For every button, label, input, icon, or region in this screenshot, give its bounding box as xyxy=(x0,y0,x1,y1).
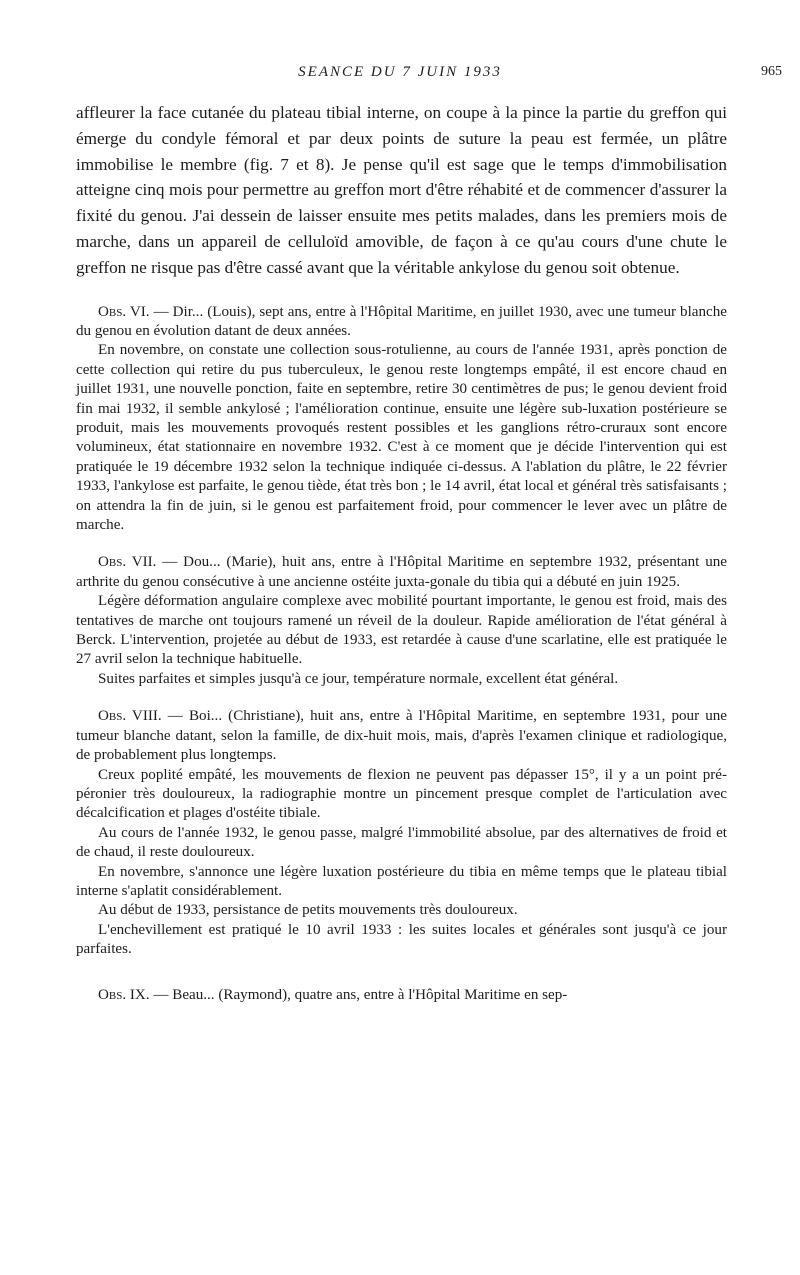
observation-lead xyxy=(76,553,727,592)
observation-7 xyxy=(76,553,727,689)
observation-9 xyxy=(76,986,727,1005)
observation-paragraph: Au début de 1933, persistance de petits mouvements très douloureux. xyxy=(98,902,518,919)
body-text xyxy=(76,100,727,1023)
observation-label: Obs. VI. xyxy=(98,303,150,320)
running-header xyxy=(0,62,800,86)
observation-lead-text: — Dir... (Louis), sept ans, entre à l'Hôpital Maritime, en juillet 1930, avec une tumeur blanche du genou en évolution datant de deux années. xyxy=(76,303,727,339)
observation-paragraph: Creux poplité empâté, les mouvements de flexion ne peuvent pas dépasser 15°, il y a un point pré-péronier très douloureux, la radiographie montre un pincement presque complet de l'articulation avec décalcification et plages d'ostéite tibiale. xyxy=(76,766,727,822)
observation-paragraph: Au cours de l'année 1932, le genou passe, malgré l'immobilité absolue, par des alternatives de froid et de chaud, il reste douloureux. xyxy=(76,824,727,861)
observation-lead-text: — Dou... (Marie), huit ans, entre à l'Hôpital Maritime en septembre 1932, présentant une arthrite du genou consécutive à une ancienne ostéite juxta-gonale du tibia qui a débuté en juin 1925. xyxy=(76,554,727,590)
observation-paragraph: Suites parfaites et simples jusqu'à ce jour, température normale, excellent état général. xyxy=(98,670,619,687)
observation-lead xyxy=(76,986,727,1005)
running-title: SEANCE DU 7 JUIN 1933 xyxy=(298,64,502,80)
main-paragraph: affleurer la face cutanée du plateau tibial interne, on coupe à la pince la partie du greffon qui émerge du condyle fémoral et par deux points de suture la peau est fermée, un plâtre immobilise le membre (fig. 7 et 8). Je pense qu'il est sage que le temps d'immobilisation atteigne cinq mois pour permettre au greffon mort d'être réhabité et de commencer d'assurer la fixité du genou. J'ai dessein de laisser ensuite mes petits malades, dans les premiers mois de marche, dans un appareil de celluloïd amovible, de façon à ce qu'au cours d'une chute le greffon ne risque pas d'être cassé avant que la véritable ankylose du genou soit obtenue. xyxy=(76,103,727,277)
observation-paragraph: En novembre, on constate une collection sous-rotulienne, au cours de l'année 1931, après ponction de cette collection qui retire du pus tuberculeux, le genou reste longtemps empâté, il est encore chaud en juillet 1931, une nouvelle ponction, faite en septembre, retire 30 centimètres de pus; le genou devient froid fin mai 1932, il semble ankylosé ; l'amélioration continue, ensuite une légère sub-luxation postérieure se produit, mais les mouvements provoqués restent possibles et les ganglions rétro-cruraux sont encore volumineux, état stationnaire en novembre 1932. C'est à ce moment que je décide l'intervention qui est pratiquée le 19 décembre 1932 selon la technique indiquée ci-dessus. A l'ablation du plâtre, le 22 février 1933, l'ankylose est parfaite, le genou tiède, état très bon ; le 14 avril, état local et général très satisfaisants ; on attendra la fin de juin, si le genou est parfaitement froid, pour commencer le lever avec un plâtre de marche. xyxy=(76,342,727,534)
observation-paragraph: Légère déformation angulaire complexe avec mobilité pourtant importante, le genou est froid, mais des tentatives de marche ont toujours ramené un réveil de la douleur. Rapide amélioration de l'état général à Berck. L'intervention, projetée au début de 1933, est retardée à cause d'une scarlatine, elle est pratiquée le 27 avril selon la technique habituelle. xyxy=(76,593,727,668)
observation-paragraph: L'enchevillement est pratiqué le 10 avril 1933 : les suites locales et générales sont jusqu'à ce jour parfaites. xyxy=(76,921,727,958)
observation-lead-text: — Boi... (Christiane), huit ans, entre à l'Hôpital Maritime, en septembre 1931, pour une tumeur blanche datant, selon la famille, de dix-huit mois, mais, d'après l'examen clinique et radiologique, de probablement plus longtemps. xyxy=(76,708,727,764)
observation-label: Obs. VIII. xyxy=(98,708,162,725)
observation-label: Obs. IX. xyxy=(98,986,150,1003)
observation-paragraph: En novembre, s'annonce une légère luxation postérieure du tibia en même temps que le plateau tibial interne s'aplatit considérablement. xyxy=(76,863,727,899)
observation-lead xyxy=(76,303,727,342)
observation-8 xyxy=(76,707,727,959)
observation-label: Obs. VII. xyxy=(98,554,157,571)
observation-lead xyxy=(76,707,727,765)
observation-6 xyxy=(76,303,727,536)
observation-lead-text: — Beau... (Raymond), quatre ans, entre à l'Hôpital Maritime en sep- xyxy=(149,986,568,1003)
page-number: 965 xyxy=(761,64,782,79)
